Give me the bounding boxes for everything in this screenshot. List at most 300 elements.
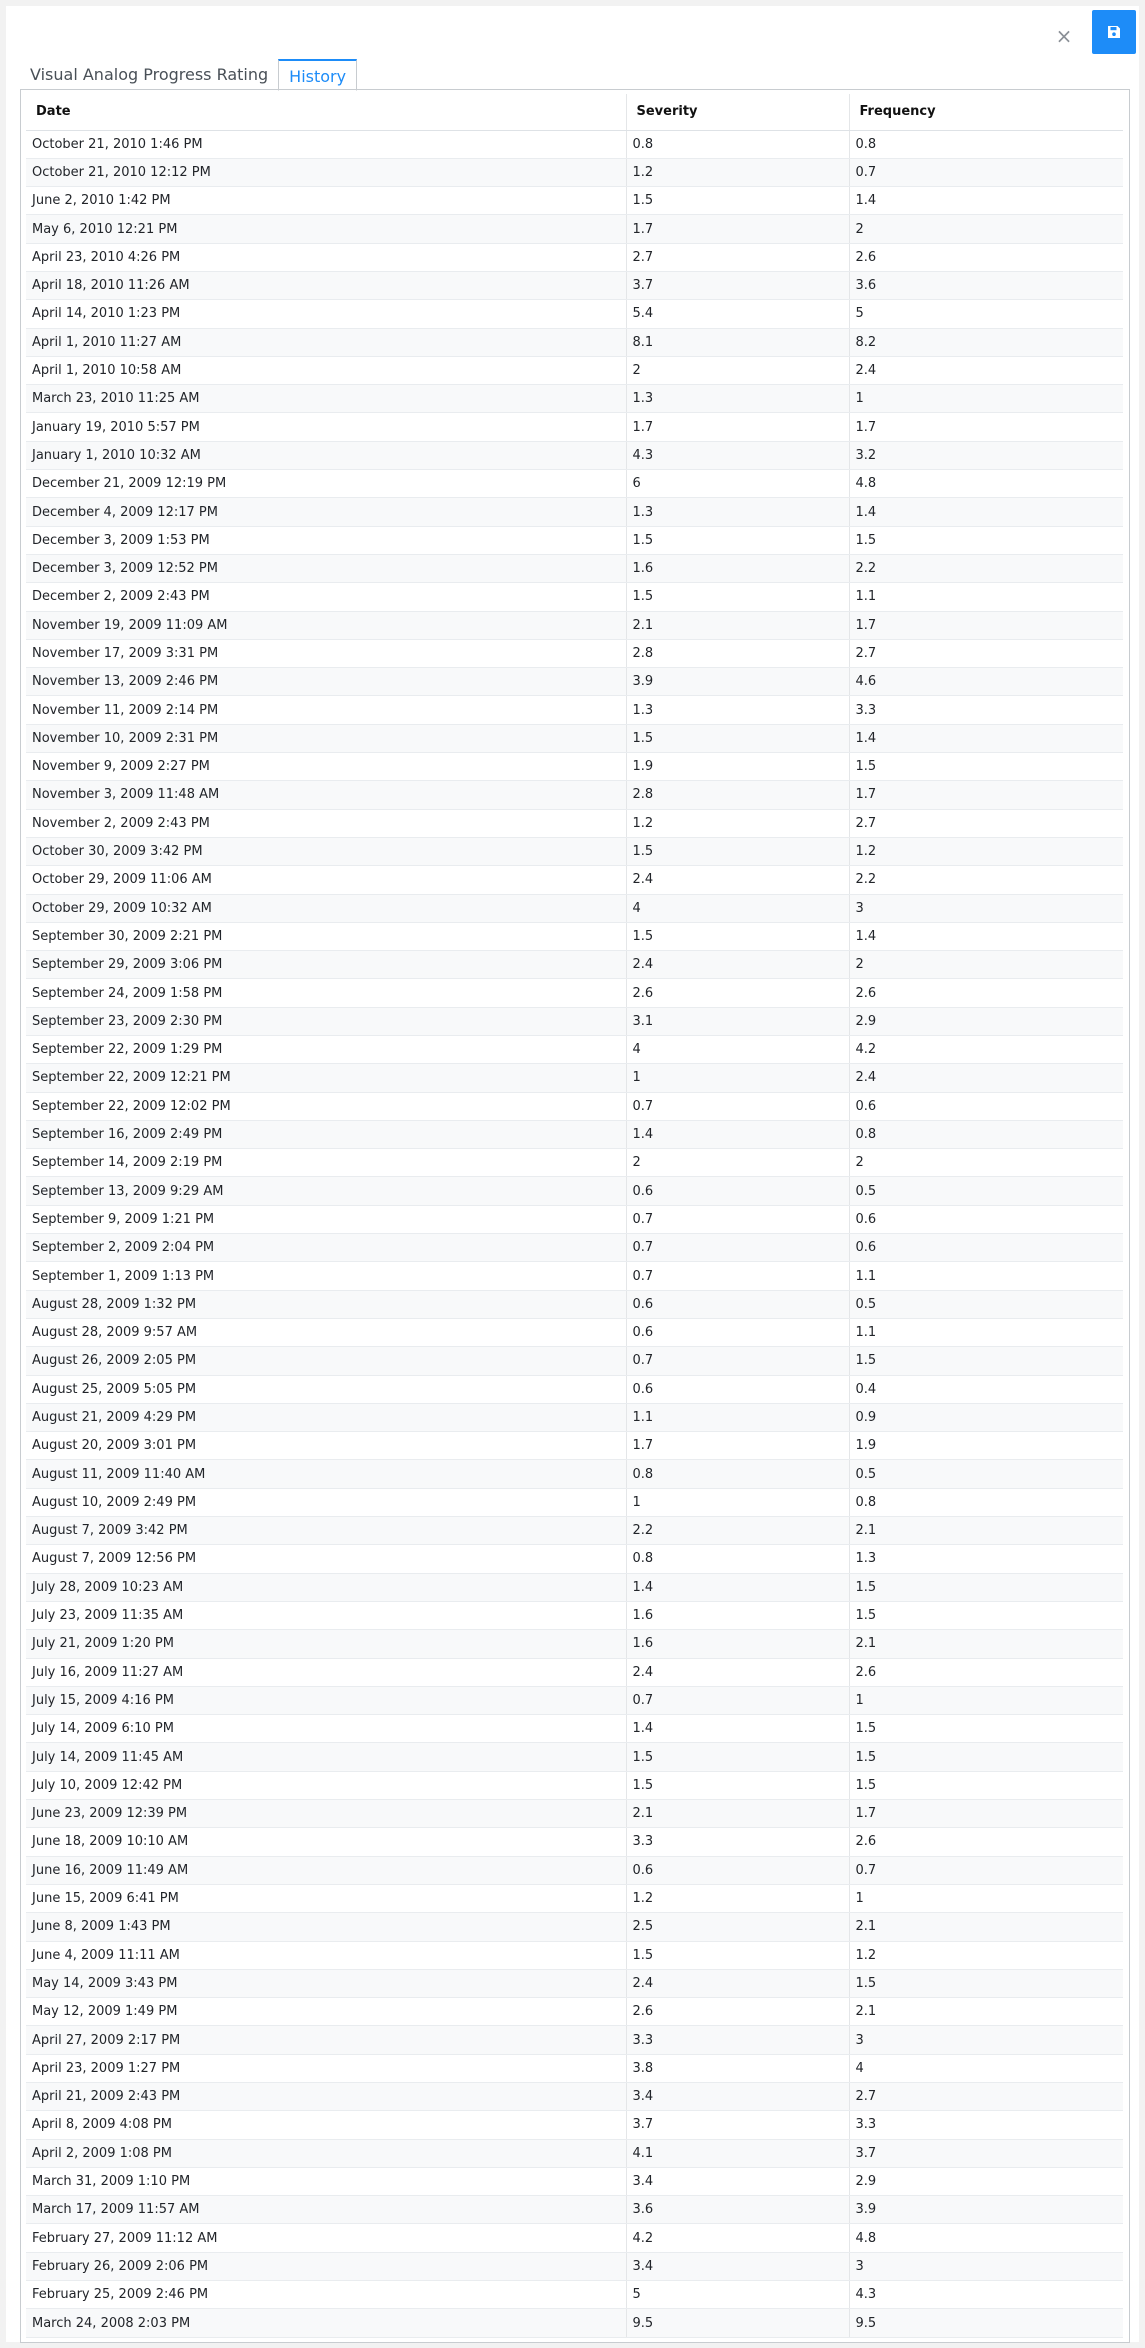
date-cell: February 26, 2009 2:06 PM bbox=[26, 2252, 626, 2280]
severity-cell: 1.5 bbox=[626, 1941, 849, 1969]
severity-cell: 3.1 bbox=[626, 1007, 849, 1035]
severity-cell: 1.5 bbox=[626, 187, 849, 215]
table-row[interactable] bbox=[26, 328, 1123, 356]
table-row[interactable] bbox=[26, 753, 1123, 781]
date-cell: September 24, 2009 1:58 PM bbox=[26, 979, 626, 1007]
table-row[interactable] bbox=[26, 1177, 1123, 1205]
date-cell: September 22, 2009 1:29 PM bbox=[26, 1036, 626, 1064]
frequency-cell: 1.5 bbox=[849, 1601, 1123, 1629]
table-row[interactable] bbox=[26, 1771, 1123, 1799]
frequency-cell: 1.5 bbox=[849, 1715, 1123, 1743]
table-row[interactable] bbox=[26, 2196, 1123, 2224]
frequency-cell: 2.6 bbox=[849, 1828, 1123, 1856]
severity-cell: 0.7 bbox=[626, 1262, 849, 1290]
frequency-cell: 9.5 bbox=[849, 2309, 1123, 2337]
table-row[interactable] bbox=[26, 1092, 1123, 1120]
table-row[interactable] bbox=[26, 2139, 1123, 2167]
severity-cell: 2.1 bbox=[626, 611, 849, 639]
frequency-cell: 8.2 bbox=[849, 328, 1123, 356]
table-row[interactable] bbox=[26, 356, 1123, 384]
severity-cell: 2.6 bbox=[626, 1998, 849, 2026]
frequency-cell: 2.4 bbox=[849, 1064, 1123, 1092]
table-row[interactable] bbox=[26, 271, 1123, 299]
frequency-cell: 0.6 bbox=[849, 1205, 1123, 1233]
table-row[interactable] bbox=[26, 837, 1123, 865]
severity-cell: 4.3 bbox=[626, 441, 849, 469]
severity-cell: 1.4 bbox=[626, 1573, 849, 1601]
severity-cell: 2.4 bbox=[626, 951, 849, 979]
severity-cell: 2.7 bbox=[626, 243, 849, 271]
table-row[interactable] bbox=[26, 922, 1123, 950]
frequency-cell: 0.7 bbox=[849, 158, 1123, 186]
date-cell: January 19, 2010 5:57 PM bbox=[26, 413, 626, 441]
table-row[interactable] bbox=[26, 441, 1123, 469]
table-row[interactable] bbox=[26, 1318, 1123, 1346]
table-row[interactable] bbox=[26, 809, 1123, 837]
severity-cell: 2.8 bbox=[626, 639, 849, 667]
date-cell: September 14, 2009 2:19 PM bbox=[26, 1149, 626, 1177]
date-cell: February 27, 2009 11:12 AM bbox=[26, 2224, 626, 2252]
date-cell: September 9, 2009 1:21 PM bbox=[26, 1205, 626, 1233]
severity-cell: 1.2 bbox=[626, 809, 849, 837]
frequency-cell: 1 bbox=[849, 385, 1123, 413]
table-row[interactable] bbox=[26, 1064, 1123, 1092]
frequency-cell: 4.6 bbox=[849, 668, 1123, 696]
severity-cell: 3.8 bbox=[626, 2054, 849, 2082]
date-cell: May 6, 2010 12:21 PM bbox=[26, 215, 626, 243]
date-cell: April 1, 2010 11:27 AM bbox=[26, 328, 626, 356]
table-row[interactable] bbox=[26, 554, 1123, 582]
date-cell: August 7, 2009 3:42 PM bbox=[26, 1517, 626, 1545]
frequency-cell: 1.5 bbox=[849, 526, 1123, 554]
table-row[interactable] bbox=[26, 979, 1123, 1007]
severity-cell: 2.2 bbox=[626, 1517, 849, 1545]
severity-cell: 0.6 bbox=[626, 1375, 849, 1403]
severity-cell: 3.4 bbox=[626, 2252, 849, 2280]
severity-cell: 1.5 bbox=[626, 1743, 849, 1771]
table-row[interactable] bbox=[26, 1800, 1123, 1828]
table-row[interactable] bbox=[26, 1149, 1123, 1177]
frequency-cell: 2.6 bbox=[849, 979, 1123, 1007]
frequency-cell: 4 bbox=[849, 2054, 1123, 2082]
severity-cell: 1.5 bbox=[626, 922, 849, 950]
frequency-cell: 2.4 bbox=[849, 356, 1123, 384]
frequency-cell: 3 bbox=[849, 2252, 1123, 2280]
table-row[interactable] bbox=[26, 1686, 1123, 1714]
table-row[interactable] bbox=[26, 1290, 1123, 1318]
frequency-cell: 4.8 bbox=[849, 470, 1123, 498]
frequency-cell: 3.3 bbox=[849, 696, 1123, 724]
tab-history[interactable]: History bbox=[278, 59, 357, 91]
frequency-cell: 4.8 bbox=[849, 2224, 1123, 2252]
severity-cell: 1.1 bbox=[626, 1403, 849, 1431]
table-row[interactable] bbox=[26, 1743, 1123, 1771]
frequency-cell: 1.5 bbox=[849, 753, 1123, 781]
table-row[interactable] bbox=[26, 1036, 1123, 1064]
frequency-cell: 2.9 bbox=[849, 1007, 1123, 1035]
table-row[interactable] bbox=[26, 781, 1123, 809]
date-cell: October 21, 2010 12:12 PM bbox=[26, 158, 626, 186]
table-row[interactable] bbox=[26, 1205, 1123, 1233]
severity-cell: 3.6 bbox=[626, 2196, 849, 2224]
date-cell: April 21, 2009 2:43 PM bbox=[26, 2082, 626, 2110]
date-cell: April 23, 2010 4:26 PM bbox=[26, 243, 626, 271]
severity-cell: 0.6 bbox=[626, 1318, 849, 1346]
date-cell: November 3, 2009 11:48 AM bbox=[26, 781, 626, 809]
frequency-cell: 1.3 bbox=[849, 1545, 1123, 1573]
table-row[interactable] bbox=[26, 2111, 1123, 2139]
date-cell: September 23, 2009 2:30 PM bbox=[26, 1007, 626, 1035]
table-row[interactable] bbox=[26, 1828, 1123, 1856]
frequency-cell: 0.5 bbox=[849, 1177, 1123, 1205]
date-cell: September 13, 2009 9:29 AM bbox=[26, 1177, 626, 1205]
table-row[interactable] bbox=[26, 158, 1123, 186]
table-row[interactable] bbox=[26, 894, 1123, 922]
severity-cell: 3.4 bbox=[626, 2082, 849, 2110]
table-header-row bbox=[26, 94, 1123, 130]
severity-cell: 1.5 bbox=[626, 526, 849, 554]
severity-cell: 0.6 bbox=[626, 1290, 849, 1318]
severity-cell: 0.6 bbox=[626, 1856, 849, 1884]
history-table-container bbox=[20, 89, 1130, 2343]
frequency-cell: 2.7 bbox=[849, 2082, 1123, 2110]
floppy-disk-icon bbox=[1107, 25, 1121, 39]
date-cell: April 8, 2009 4:08 PM bbox=[26, 2111, 626, 2139]
table-row[interactable] bbox=[26, 2026, 1123, 2054]
table-row[interactable] bbox=[26, 1545, 1123, 1573]
date-cell: April 2, 2009 1:08 PM bbox=[26, 2139, 626, 2167]
table-row[interactable] bbox=[26, 1234, 1123, 1262]
frequency-cell: 1.7 bbox=[849, 611, 1123, 639]
table-row[interactable] bbox=[26, 1913, 1123, 1941]
severity-cell: 1.3 bbox=[626, 385, 849, 413]
frequency-cell: 1.4 bbox=[849, 498, 1123, 526]
table-row[interactable] bbox=[26, 413, 1123, 441]
date-cell: August 28, 2009 1:32 PM bbox=[26, 1290, 626, 1318]
severity-cell: 1.6 bbox=[626, 554, 849, 582]
date-cell: July 14, 2009 6:10 PM bbox=[26, 1715, 626, 1743]
table-row[interactable] bbox=[26, 1715, 1123, 1743]
severity-cell: 1.4 bbox=[626, 1120, 849, 1148]
table-row[interactable] bbox=[26, 583, 1123, 611]
date-cell: June 15, 2009 6:41 PM bbox=[26, 1884, 626, 1912]
frequency-cell: 0.9 bbox=[849, 1403, 1123, 1431]
date-cell: September 22, 2009 12:02 PM bbox=[26, 1092, 626, 1120]
severity-cell: 0.7 bbox=[626, 1205, 849, 1233]
severity-cell: 9.5 bbox=[626, 2309, 849, 2337]
frequency-cell: 2.6 bbox=[849, 1658, 1123, 1686]
severity-cell: 0.8 bbox=[626, 130, 849, 158]
severity-cell: 0.8 bbox=[626, 1545, 849, 1573]
severity-cell: 1.4 bbox=[626, 1715, 849, 1743]
date-cell: November 2, 2009 2:43 PM bbox=[26, 809, 626, 837]
frequency-cell: 1.7 bbox=[849, 781, 1123, 809]
table-row[interactable] bbox=[26, 1120, 1123, 1148]
frequency-cell: 1 bbox=[849, 1884, 1123, 1912]
table-row[interactable] bbox=[26, 470, 1123, 498]
date-cell: September 30, 2009 2:21 PM bbox=[26, 922, 626, 950]
severity-cell: 1.5 bbox=[626, 583, 849, 611]
date-cell: August 7, 2009 12:56 PM bbox=[26, 1545, 626, 1573]
table-row[interactable] bbox=[26, 611, 1123, 639]
severity-cell: 3.9 bbox=[626, 668, 849, 696]
severity-cell: 0.7 bbox=[626, 1092, 849, 1120]
tab-bar bbox=[20, 53, 357, 90]
table-row[interactable] bbox=[26, 866, 1123, 894]
severity-cell: 0.7 bbox=[626, 1347, 849, 1375]
severity-cell: 3.4 bbox=[626, 2167, 849, 2195]
severity-cell: 6 bbox=[626, 470, 849, 498]
date-cell: December 3, 2009 12:52 PM bbox=[26, 554, 626, 582]
date-cell: October 30, 2009 3:42 PM bbox=[26, 837, 626, 865]
date-cell: January 1, 2010 10:32 AM bbox=[26, 441, 626, 469]
table-row[interactable] bbox=[26, 2309, 1123, 2337]
frequency-cell: 0.8 bbox=[849, 1120, 1123, 1148]
date-cell: November 10, 2009 2:31 PM bbox=[26, 724, 626, 752]
frequency-cell: 2.7 bbox=[849, 809, 1123, 837]
severity-cell: 0.6 bbox=[626, 1177, 849, 1205]
frequency-cell: 1.4 bbox=[849, 724, 1123, 752]
frequency-cell: 0.7 bbox=[849, 1856, 1123, 1884]
date-cell: October 29, 2009 10:32 AM bbox=[26, 894, 626, 922]
date-cell: March 24, 2008 2:03 PM bbox=[26, 2309, 626, 2337]
table-row[interactable] bbox=[26, 2281, 1123, 2309]
severity-cell: 0.7 bbox=[626, 1234, 849, 1262]
severity-cell: 4.2 bbox=[626, 2224, 849, 2252]
table-row[interactable] bbox=[26, 1517, 1123, 1545]
frequency-cell: 2.2 bbox=[849, 866, 1123, 894]
frequency-cell: 3.6 bbox=[849, 271, 1123, 299]
date-cell: September 1, 2009 1:13 PM bbox=[26, 1262, 626, 1290]
frequency-cell: 1.5 bbox=[849, 1771, 1123, 1799]
severity-cell: 1 bbox=[626, 1488, 849, 1516]
frequency-cell: 1.7 bbox=[849, 413, 1123, 441]
date-cell: April 1, 2010 10:58 AM bbox=[26, 356, 626, 384]
severity-cell: 4.1 bbox=[626, 2139, 849, 2167]
severity-cell: 2.5 bbox=[626, 1913, 849, 1941]
frequency-cell: 1.7 bbox=[849, 1800, 1123, 1828]
frequency-cell: 0.6 bbox=[849, 1234, 1123, 1262]
table-row[interactable] bbox=[26, 2167, 1123, 2195]
date-cell: March 31, 2009 1:10 PM bbox=[26, 2167, 626, 2195]
date-cell: July 15, 2009 4:16 PM bbox=[26, 1686, 626, 1714]
frequency-cell: 2.7 bbox=[849, 639, 1123, 667]
frequency-cell: 1.5 bbox=[849, 1743, 1123, 1771]
date-cell: November 13, 2009 2:46 PM bbox=[26, 668, 626, 696]
date-cell: October 29, 2009 11:06 AM bbox=[26, 866, 626, 894]
table-row[interactable] bbox=[26, 1969, 1123, 1997]
table-row[interactable] bbox=[26, 1941, 1123, 1969]
date-cell: August 10, 2009 2:49 PM bbox=[26, 1488, 626, 1516]
table-row[interactable] bbox=[26, 1403, 1123, 1431]
frequency-cell: 2.6 bbox=[849, 243, 1123, 271]
severity-cell: 1.5 bbox=[626, 724, 849, 752]
frequency-cell: 1.9 bbox=[849, 1432, 1123, 1460]
date-cell: November 9, 2009 2:27 PM bbox=[26, 753, 626, 781]
date-cell: May 14, 2009 3:43 PM bbox=[26, 1969, 626, 1997]
date-cell: August 28, 2009 9:57 AM bbox=[26, 1318, 626, 1346]
table-row[interactable] bbox=[26, 724, 1123, 752]
table-row[interactable] bbox=[26, 951, 1123, 979]
frequency-cell: 0.6 bbox=[849, 1092, 1123, 1120]
severity-cell: 2 bbox=[626, 356, 849, 384]
close-button[interactable] bbox=[1046, 20, 1082, 52]
save-button[interactable] bbox=[1092, 10, 1136, 54]
date-cell: April 14, 2010 1:23 PM bbox=[26, 300, 626, 328]
severity-cell: 2.4 bbox=[626, 1658, 849, 1686]
severity-cell: 8.1 bbox=[626, 328, 849, 356]
severity-cell: 1.7 bbox=[626, 215, 849, 243]
date-cell: April 27, 2009 2:17 PM bbox=[26, 2026, 626, 2054]
frequency-cell: 1.4 bbox=[849, 187, 1123, 215]
table-row[interactable] bbox=[26, 1262, 1123, 1290]
frequency-cell: 2.2 bbox=[849, 554, 1123, 582]
table-row[interactable] bbox=[26, 2054, 1123, 2082]
column-header-severity[interactable]: Severity bbox=[626, 94, 849, 130]
table-row[interactable] bbox=[26, 1347, 1123, 1375]
severity-cell: 1 bbox=[626, 1064, 849, 1092]
date-cell: October 21, 2010 1:46 PM bbox=[26, 130, 626, 158]
close-icon: × bbox=[1055, 24, 1073, 48]
table-row[interactable] bbox=[26, 385, 1123, 413]
frequency-cell: 2 bbox=[849, 215, 1123, 243]
table-row[interactable] bbox=[26, 668, 1123, 696]
date-cell: July 28, 2009 10:23 AM bbox=[26, 1573, 626, 1601]
table-row[interactable] bbox=[26, 300, 1123, 328]
frequency-cell: 2.1 bbox=[849, 1998, 1123, 2026]
date-cell: July 10, 2009 12:42 PM bbox=[26, 1771, 626, 1799]
history-panel bbox=[6, 6, 1139, 2342]
date-cell: July 16, 2009 11:27 AM bbox=[26, 1658, 626, 1686]
frequency-cell: 1.2 bbox=[849, 837, 1123, 865]
severity-cell: 1.3 bbox=[626, 498, 849, 526]
table-row[interactable] bbox=[26, 243, 1123, 271]
severity-cell: 1.5 bbox=[626, 837, 849, 865]
table-body bbox=[26, 130, 1123, 2337]
frequency-cell: 0.5 bbox=[849, 1290, 1123, 1318]
date-cell: February 25, 2009 2:46 PM bbox=[26, 2281, 626, 2309]
frequency-cell: 1.2 bbox=[849, 1941, 1123, 1969]
date-cell: August 20, 2009 3:01 PM bbox=[26, 1432, 626, 1460]
date-cell: August 21, 2009 4:29 PM bbox=[26, 1403, 626, 1431]
severity-cell: 1.6 bbox=[626, 1630, 849, 1658]
date-cell: November 19, 2009 11:09 AM bbox=[26, 611, 626, 639]
table-row[interactable] bbox=[26, 1856, 1123, 1884]
column-header-frequency[interactable]: Frequency bbox=[849, 94, 1123, 130]
table-row[interactable] bbox=[26, 2224, 1123, 2252]
table-row[interactable] bbox=[26, 215, 1123, 243]
table-row[interactable] bbox=[26, 187, 1123, 215]
date-cell: May 12, 2009 1:49 PM bbox=[26, 1998, 626, 2026]
severity-cell: 5 bbox=[626, 2281, 849, 2309]
table-row[interactable] bbox=[26, 1658, 1123, 1686]
date-cell: April 18, 2010 11:26 AM bbox=[26, 271, 626, 299]
date-cell: June 23, 2009 12:39 PM bbox=[26, 1800, 626, 1828]
table-row[interactable] bbox=[26, 1998, 1123, 2026]
frequency-cell: 1.1 bbox=[849, 1318, 1123, 1346]
date-cell: September 16, 2009 2:49 PM bbox=[26, 1120, 626, 1148]
column-header-date[interactable]: Date bbox=[26, 94, 626, 130]
table-row[interactable] bbox=[26, 1488, 1123, 1516]
frequency-cell: 1 bbox=[849, 1686, 1123, 1714]
severity-cell: 2.8 bbox=[626, 781, 849, 809]
severity-cell: 0.7 bbox=[626, 1686, 849, 1714]
date-cell: March 17, 2009 11:57 AM bbox=[26, 2196, 626, 2224]
table-row[interactable] bbox=[26, 1601, 1123, 1629]
table-row[interactable] bbox=[26, 696, 1123, 724]
severity-cell: 3.3 bbox=[626, 2026, 849, 2054]
frequency-cell: 3.9 bbox=[849, 2196, 1123, 2224]
frequency-cell: 4.2 bbox=[849, 1036, 1123, 1064]
severity-cell: 1.7 bbox=[626, 1432, 849, 1460]
severity-cell: 3.7 bbox=[626, 2111, 849, 2139]
table-row[interactable] bbox=[26, 639, 1123, 667]
tab-visual-analog-progress-rating[interactable]: Visual Analog Progress Rating bbox=[30, 65, 269, 84]
table-row[interactable] bbox=[26, 1375, 1123, 1403]
frequency-cell: 0.5 bbox=[849, 1460, 1123, 1488]
table-row[interactable] bbox=[26, 2252, 1123, 2280]
frequency-cell: 1.5 bbox=[849, 1347, 1123, 1375]
severity-cell: 2 bbox=[626, 1149, 849, 1177]
table-row[interactable] bbox=[26, 1432, 1123, 1460]
date-cell: September 29, 2009 3:06 PM bbox=[26, 951, 626, 979]
table-row[interactable] bbox=[26, 1007, 1123, 1035]
frequency-cell: 3.7 bbox=[849, 2139, 1123, 2167]
severity-cell: 1.3 bbox=[626, 696, 849, 724]
date-cell: June 18, 2009 10:10 AM bbox=[26, 1828, 626, 1856]
frequency-cell: 1.5 bbox=[849, 1969, 1123, 1997]
date-cell: July 14, 2009 11:45 AM bbox=[26, 1743, 626, 1771]
frequency-cell: 0.8 bbox=[849, 130, 1123, 158]
table-row[interactable] bbox=[26, 498, 1123, 526]
frequency-cell: 2.9 bbox=[849, 2167, 1123, 2195]
frequency-cell: 0.8 bbox=[849, 1488, 1123, 1516]
date-cell: November 17, 2009 3:31 PM bbox=[26, 639, 626, 667]
table-row[interactable] bbox=[26, 1573, 1123, 1601]
date-cell: August 25, 2009 5:05 PM bbox=[26, 1375, 626, 1403]
date-cell: September 2, 2009 2:04 PM bbox=[26, 1234, 626, 1262]
severity-cell: 5.4 bbox=[626, 300, 849, 328]
severity-cell: 2.4 bbox=[626, 866, 849, 894]
date-cell: July 23, 2009 11:35 AM bbox=[26, 1601, 626, 1629]
table-row[interactable] bbox=[26, 526, 1123, 554]
date-cell: December 2, 2009 2:43 PM bbox=[26, 583, 626, 611]
severity-cell: 1.7 bbox=[626, 413, 849, 441]
date-cell: June 2, 2010 1:42 PM bbox=[26, 187, 626, 215]
frequency-cell: 1.4 bbox=[849, 922, 1123, 950]
frequency-cell: 2 bbox=[849, 1149, 1123, 1177]
table-row[interactable] bbox=[26, 1460, 1123, 1488]
table-row[interactable] bbox=[26, 2082, 1123, 2110]
frequency-cell: 2.1 bbox=[849, 1913, 1123, 1941]
date-cell: November 11, 2009 2:14 PM bbox=[26, 696, 626, 724]
table-row[interactable] bbox=[26, 1630, 1123, 1658]
severity-cell: 1.9 bbox=[626, 753, 849, 781]
frequency-cell: 2.1 bbox=[849, 1630, 1123, 1658]
severity-cell: 1.2 bbox=[626, 1884, 849, 1912]
severity-cell: 0.8 bbox=[626, 1460, 849, 1488]
date-cell: April 23, 2009 1:27 PM bbox=[26, 2054, 626, 2082]
frequency-cell: 1.1 bbox=[849, 1262, 1123, 1290]
severity-cell: 3.7 bbox=[626, 271, 849, 299]
severity-cell: 4 bbox=[626, 1036, 849, 1064]
severity-cell: 2.4 bbox=[626, 1969, 849, 1997]
table-row[interactable] bbox=[26, 1884, 1123, 1912]
date-cell: December 21, 2009 12:19 PM bbox=[26, 470, 626, 498]
date-cell: March 23, 2010 11:25 AM bbox=[26, 385, 626, 413]
table-row[interactable] bbox=[26, 130, 1123, 158]
date-cell: August 26, 2009 2:05 PM bbox=[26, 1347, 626, 1375]
